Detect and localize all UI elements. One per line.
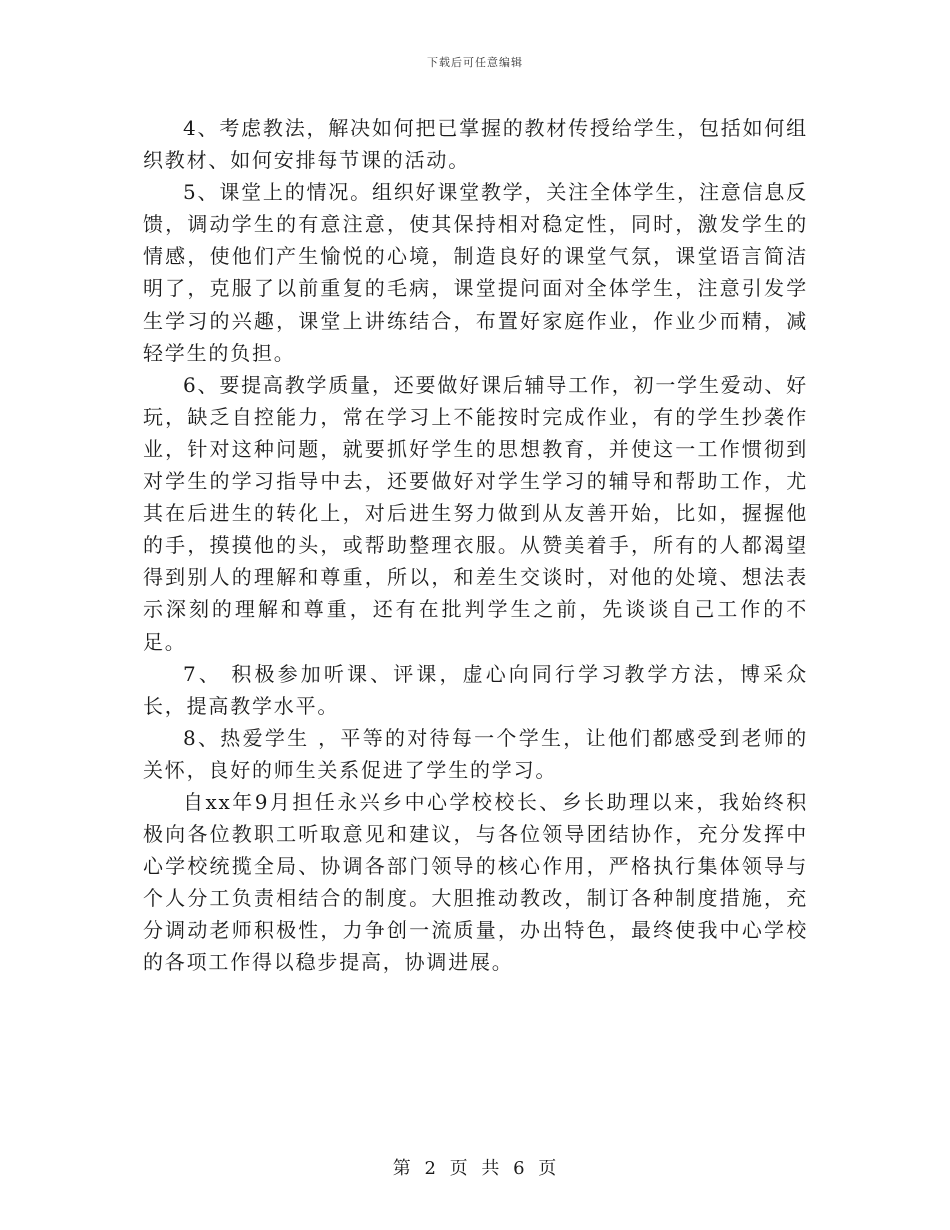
paragraph-item-5: 5、课堂上的情况。组织好课堂教学，关注全体学生，注意信息反馈，调动学生的有意注意，使其保持相对稳定性，同时，激发学生的情感，使他们产生愉悦的心境，制造良好的课堂气氛，课堂语言简洁明了，克服了以前重复的毛病，课堂提问面对全体学生，注意引发学生学习的兴趣，课堂上讲练结合，布置好家庭作业，作业少而精，减轻学生的负担。	[143, 180, 808, 365]
paragraph-item-4: 4、考虑教法，解决如何把已掌握的教材传授给学生，包括如何组织教材、如何安排每节课的活动。	[143, 116, 808, 173]
paragraph-item-8: 8、热爱学生 ，平等的对待每一个学生，让他们都感受到老师的关怀，良好的师生关系促进了学生的学习。	[143, 725, 808, 782]
document-body	[143, 112, 808, 979]
page-number-footer: 第 2 页 共 6 页	[392, 1158, 558, 1179]
page-header: 下载后可任意编辑	[427, 56, 523, 69]
paragraph-item-7: 7、 积极参加听课、评课，虚心向同行学习教学方法，博采众长，提高教学水平。	[143, 661, 808, 718]
paragraph-summary: 自xx年9月担任永兴乡中心学校校长、乡长助理以来，我始终积极向各位教职工听取意见和建议，与各位领导团结协作，充分发挥中心学校统揽全局、协调各部门领导的核心作用，严格执行集体领导与个人分工负责相结合的制度。大胆推动教改，制订各种制度措施，充分调动老师积极性，力争创一流质量，办出特色，最终使我中心学校的各项工作得以稳步提高，协调进展。	[143, 789, 808, 975]
paragraph-item-6: 6、要提高教学质量，还要做好课后辅导工作，初一学生爱动、好玩，缺乏自控能力，常在学习上不能按时完成作业，有的学生抄袭作业，针对这种问题，就要抓好学生的思想教育，并使这一工作惯彻到对学生的学习指导中去，还要做好对学生学习的辅导和帮助工作，尤其在后进生的转化上，对后进生努力做到从友善开始，比如，握握他的手，摸摸他的头，或帮助整理衣服。从赞美着手，所有的人都渴望得到别人的理解和尊重，所以，和差生交谈时，对他的处境、想法表示深刻的理解和尊重，还有在批判学生之前，先谈谈自己工作的不足。	[143, 372, 808, 654]
